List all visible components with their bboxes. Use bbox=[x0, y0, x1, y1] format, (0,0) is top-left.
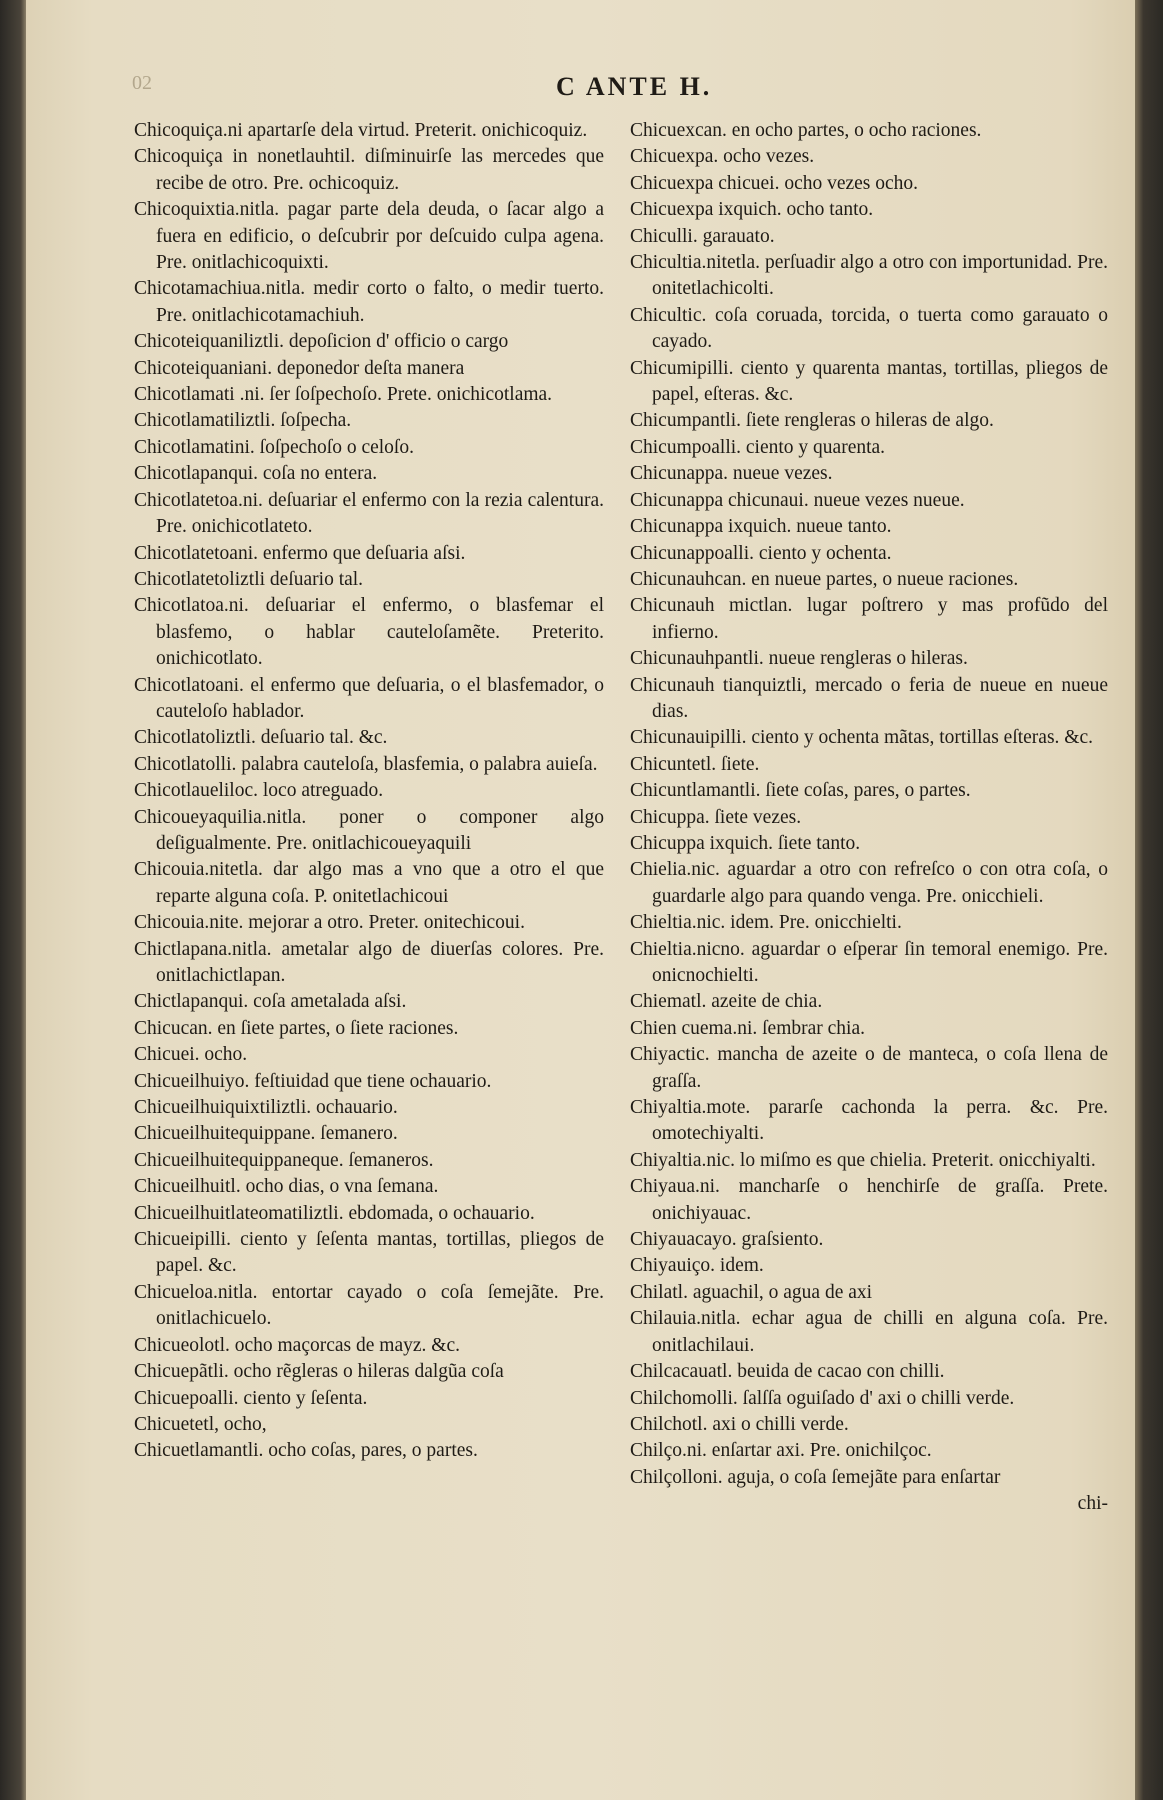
dictionary-entry: Chicotlatetoliztli deſuario tal. bbox=[134, 568, 364, 590]
dictionary-entry: Chien cuema.ni. ſembrar chia. bbox=[630, 1017, 865, 1039]
dictionary-entry: Chicumpoalli. ciento y quarenta. bbox=[630, 436, 886, 458]
dictionary-entry: Chicuepoalli. ciento y ſeſenta. bbox=[134, 1387, 368, 1409]
dictionary-entry: Chicueilhuiquixtiliztli. ochauario. bbox=[134, 1097, 398, 1119]
dictionary-entry: Chicoquiça.ni apartarſe dela virtud. Preterit. onichicoquiz. bbox=[134, 120, 588, 141]
dictionary-entry: Chicueilhuitequippaneque. ſemaneros. bbox=[134, 1149, 434, 1171]
dictionary-entry: Chielia.nic. aguardar a otro con refreſco o con otra coſa, o guardarle algo para quando venga. Pre. onicchieli. bbox=[630, 859, 1108, 907]
dictionary-entry: Chicoquixtia.nitla. pagar parte dela deuda, o ſacar algo a fuera en edificio, o deſcubrir por deſcuido culpa agena. Pre. onitlachicoquixti. bbox=[134, 199, 604, 274]
dictionary-entry: Chicueolotl. ocho maçorcas de mayz. &c. bbox=[134, 1334, 460, 1356]
dictionary-entry: Chicotlatoani. el enfermo que deſuaria, o el blasfemador, o cauteloſo hablador. bbox=[134, 674, 604, 722]
dictionary-entry: Chicunauipilli. ciento y ochenta mãtas, tortillas eſteras. &c. bbox=[630, 727, 1093, 749]
dictionary-entry: Chicotlamati .ni. ſer ſoſpechoſo. Prete. onichicotlama. bbox=[134, 384, 553, 406]
dictionary-entry: Chicuppa ixquich. ſiete tanto. bbox=[630, 832, 861, 854]
facing-page-edge bbox=[1135, 0, 1163, 1800]
dictionary-entry: Chilauia.nitla. echar agua de chilli en alguna coſa. Pre. onitlachilaui. bbox=[630, 1308, 1108, 1356]
dictionary-entry: Chicouia.nite. mejorar a otro. Preter. onitechicoui. bbox=[134, 912, 525, 934]
dictionary-entry: Chicunauhcan. en nueue partes, o nueue raciones. bbox=[630, 568, 1019, 590]
dictionary-entry: Chicunappa ixquich. nueue tanto. bbox=[630, 516, 892, 538]
dictionary-entry: Chicunauh mictlan. lugar poſtrero y mas profũdo del infierno. bbox=[630, 595, 1108, 643]
dictionary-entry: Chicoueyaquilia.nitla. poner o componer algo deſigualmente. Pre. onitlachicoueyaquili bbox=[134, 806, 604, 854]
dictionary-entry: Chicueilhuitl. ocho dias, o vna ſemana. bbox=[134, 1176, 439, 1198]
dictionary-entry: Chicotamachiua.nitla. medir corto o falto, o medir tuerto. Pre. onitlachicotamachiuh. bbox=[134, 278, 604, 326]
dictionary-entry: Chicotlatoa.ni. deſuariar el enfermo, o blasfemar el blasfemo, o hablar cauteloſamẽte. Preterito. onichicotlato. bbox=[134, 595, 604, 670]
dictionary-entry: Chicotlatoliztli. deſuario tal. &c. bbox=[134, 727, 388, 749]
dictionary-entry: Chiematl. azeite de chia. bbox=[630, 991, 823, 1013]
dictionary-entry: Chieltia.nicno. aguardar o eſperar ſin temoral enemigo. Pre. onicnochielti. bbox=[630, 938, 1108, 986]
dictionary-entry: Chicunappa. nueue vezes. bbox=[630, 463, 833, 485]
dictionary-entry: Chilcacauatl. beuida de cacao con chilli. bbox=[630, 1361, 945, 1383]
dictionary-entry: Chieltia.nic. idem. Pre. onicchielti. bbox=[630, 912, 902, 934]
dictionary-entry: Chicueloa.nitla. entortar cayado o coſa ſemejãte. Pre. onitlachicuelo. bbox=[134, 1281, 604, 1330]
dictionary-entry: Chicouia.nitetla. dar algo mas a vno que a otro el que reparte alguna coſa. P. onitetlachicoui bbox=[134, 859, 604, 907]
dictionary-entry: Chicuexpa. ocho vezes. bbox=[630, 146, 815, 168]
dictionary-entry: Chicueilhuitlateomatiliztli. ebdomada, o ochauario. bbox=[134, 1202, 535, 1224]
dictionary-entry: Chiyaltia.mote. pararſe cachonda la perra. &c. Pre. omotechiyalti. bbox=[630, 1097, 1108, 1145]
dictionary-entry: Chicuexpa chicuei. ocho vezes ocho. bbox=[630, 172, 919, 194]
dictionary-entry: Chicueilhuiyo. feſtiuidad que tiene ochauario. bbox=[134, 1070, 492, 1092]
dictionary-entry: Chiyauacayo. graſsiento. bbox=[630, 1229, 824, 1251]
page-number: 02 bbox=[132, 72, 152, 94]
dictionary-entry: Chictlapana.nitla. ametalar algo de diuerſas colores. Pre. onitlachictlapan. bbox=[134, 938, 604, 986]
dictionary-entry: Chicuepãtli. ocho rẽgleras o hileras dalgũa coſa bbox=[134, 1361, 504, 1383]
dictionary-entry: Chicoquiça in nonetlauhtil. diſminuirſe las mercedes que recibe de otro. Pre. ochicoquiz. bbox=[134, 146, 604, 194]
dictionary-entry: Chicunauhpantli. nueue rengleras o hileras. bbox=[630, 648, 968, 670]
dictionary-entry: Chicultic. coſa coruada, torcida, o tuerta como garauato o cayado. bbox=[630, 304, 1108, 353]
dictionary-entry: Chicotlatetoa.ni. deſuariar el enfermo con la rezia calentura. Pre. onichicotlateto. bbox=[134, 489, 604, 538]
book-binding-edge bbox=[0, 0, 26, 1800]
dictionary-entry: Chicotlamatini. ſoſpechoſo o celoſo. bbox=[134, 436, 414, 458]
dictionary-entry: Chicuntetl. ſiete. bbox=[630, 753, 760, 775]
right-column bbox=[630, 118, 1108, 1518]
dictionary-entry: Chicotlatetoani. enfermo que deſuaria aſsi. bbox=[134, 542, 466, 564]
dictionary-entry: Chicuppa. ſiete vezes. bbox=[630, 806, 802, 828]
dictionary-entry: Chictlapanqui. coſa ametalada aſsi. bbox=[134, 991, 407, 1013]
dictionary-entry: Chiyactic. mancha de azeite o de manteca, o coſa llena de graſſa. bbox=[630, 1044, 1108, 1092]
dictionary-entry: Chicoteiquaniliztli. depoſicion d' officio o cargo bbox=[134, 331, 509, 353]
dictionary-entry: Chicumpantli. ſiete rengleras o hileras de algo. bbox=[630, 410, 994, 432]
dictionary-entry: Chilchomolli. ſalſſa oguiſado d' axi o chilli verde. bbox=[630, 1387, 1015, 1409]
dictionary-entry: Chicotlamatiliztli. ſoſpecha. bbox=[134, 410, 352, 432]
dictionary-entry: Chicotlaueliloc. loco atreguado. bbox=[134, 780, 384, 802]
dictionary-entry: Chicuntlamantli. ſiete coſas, pares, o partes. bbox=[630, 780, 971, 802]
dictionary-entry: Chicotlapanqui. coſa no entera. bbox=[134, 463, 378, 485]
dictionary-entry: Chicueipilli. ciento y ſeſenta mantas, tortillas, pliegos de papel. &c. bbox=[134, 1229, 604, 1277]
dictionary-entry: Chiyaua.ni. mancharſe o henchirſe de graſſa. Prete. onichiyauac. bbox=[630, 1176, 1108, 1224]
dictionary-entry: Chicunappoalli. ciento y ochenta. bbox=[630, 542, 892, 564]
dictionary-entry: Chiculli. garauato. bbox=[630, 225, 775, 247]
dictionary-entry: Chicumipilli. ciento y quarenta mantas, tortillas, pliegos de papel, eſteras. &c. bbox=[630, 357, 1108, 406]
dictionary-entry: Chilchotl. axi o chilli verde. bbox=[630, 1413, 849, 1435]
dictionary-entry: Chicuexcan. en ocho partes, o ocho raciones. bbox=[630, 120, 982, 141]
dictionary-entry: Chicucan. en ſiete partes, o ſiete raciones. bbox=[134, 1017, 459, 1039]
dictionary-entry: Chicuexpa ixquich. ocho tanto. bbox=[630, 199, 874, 221]
dictionary-entry: Chiyaltia.nic. lo miſmo es que chielia. Preterit. onicchiyalti. bbox=[630, 1149, 1096, 1171]
dictionary-entry: Chicuetlamantli. ocho coſas, pares, o partes. bbox=[134, 1440, 478, 1462]
dictionary-entry: Chicultia.nitetla. perſuadir algo a otro con importunidad. Pre. onitetlachicolti. bbox=[630, 252, 1108, 300]
dictionary-entry: Chicuei. ocho. bbox=[134, 1044, 248, 1066]
dictionary-entry: Chicueilhuitequippane. ſemanero. bbox=[134, 1123, 398, 1145]
dictionary-entry: Chicotlatolli. palabra cauteloſa, blasfemia, o palabra auieſa. bbox=[134, 753, 598, 775]
dictionary-entry: Chilatl. aguachil, o agua de axi bbox=[630, 1281, 873, 1303]
dictionary-entry: Chilço.ni. enſartar axi. Pre. onichilçoc. bbox=[630, 1440, 932, 1462]
left-column bbox=[134, 118, 604, 1465]
dictionary-entry: Chicunauh tianquiztli, mercado o feria de nueue en nueue dias. bbox=[630, 674, 1108, 722]
dictionary-entry: Chiyauiço. idem. bbox=[630, 1255, 764, 1277]
dictionary-entry: Chicuetetl, ocho, bbox=[134, 1413, 267, 1435]
dictionary-entry: Chicoteiquaniani. deponedor deſta manera bbox=[134, 357, 465, 379]
running-head: C ANTE H. bbox=[556, 72, 713, 101]
catchword: chi- bbox=[1077, 1493, 1108, 1515]
dictionary-entry: Chicunappa chicunaui. nueue vezes nueue. bbox=[630, 489, 965, 511]
dictionary-entry: Chilçolloni. aguja, o coſa ſemejãte para enſartar bbox=[630, 1466, 1001, 1488]
